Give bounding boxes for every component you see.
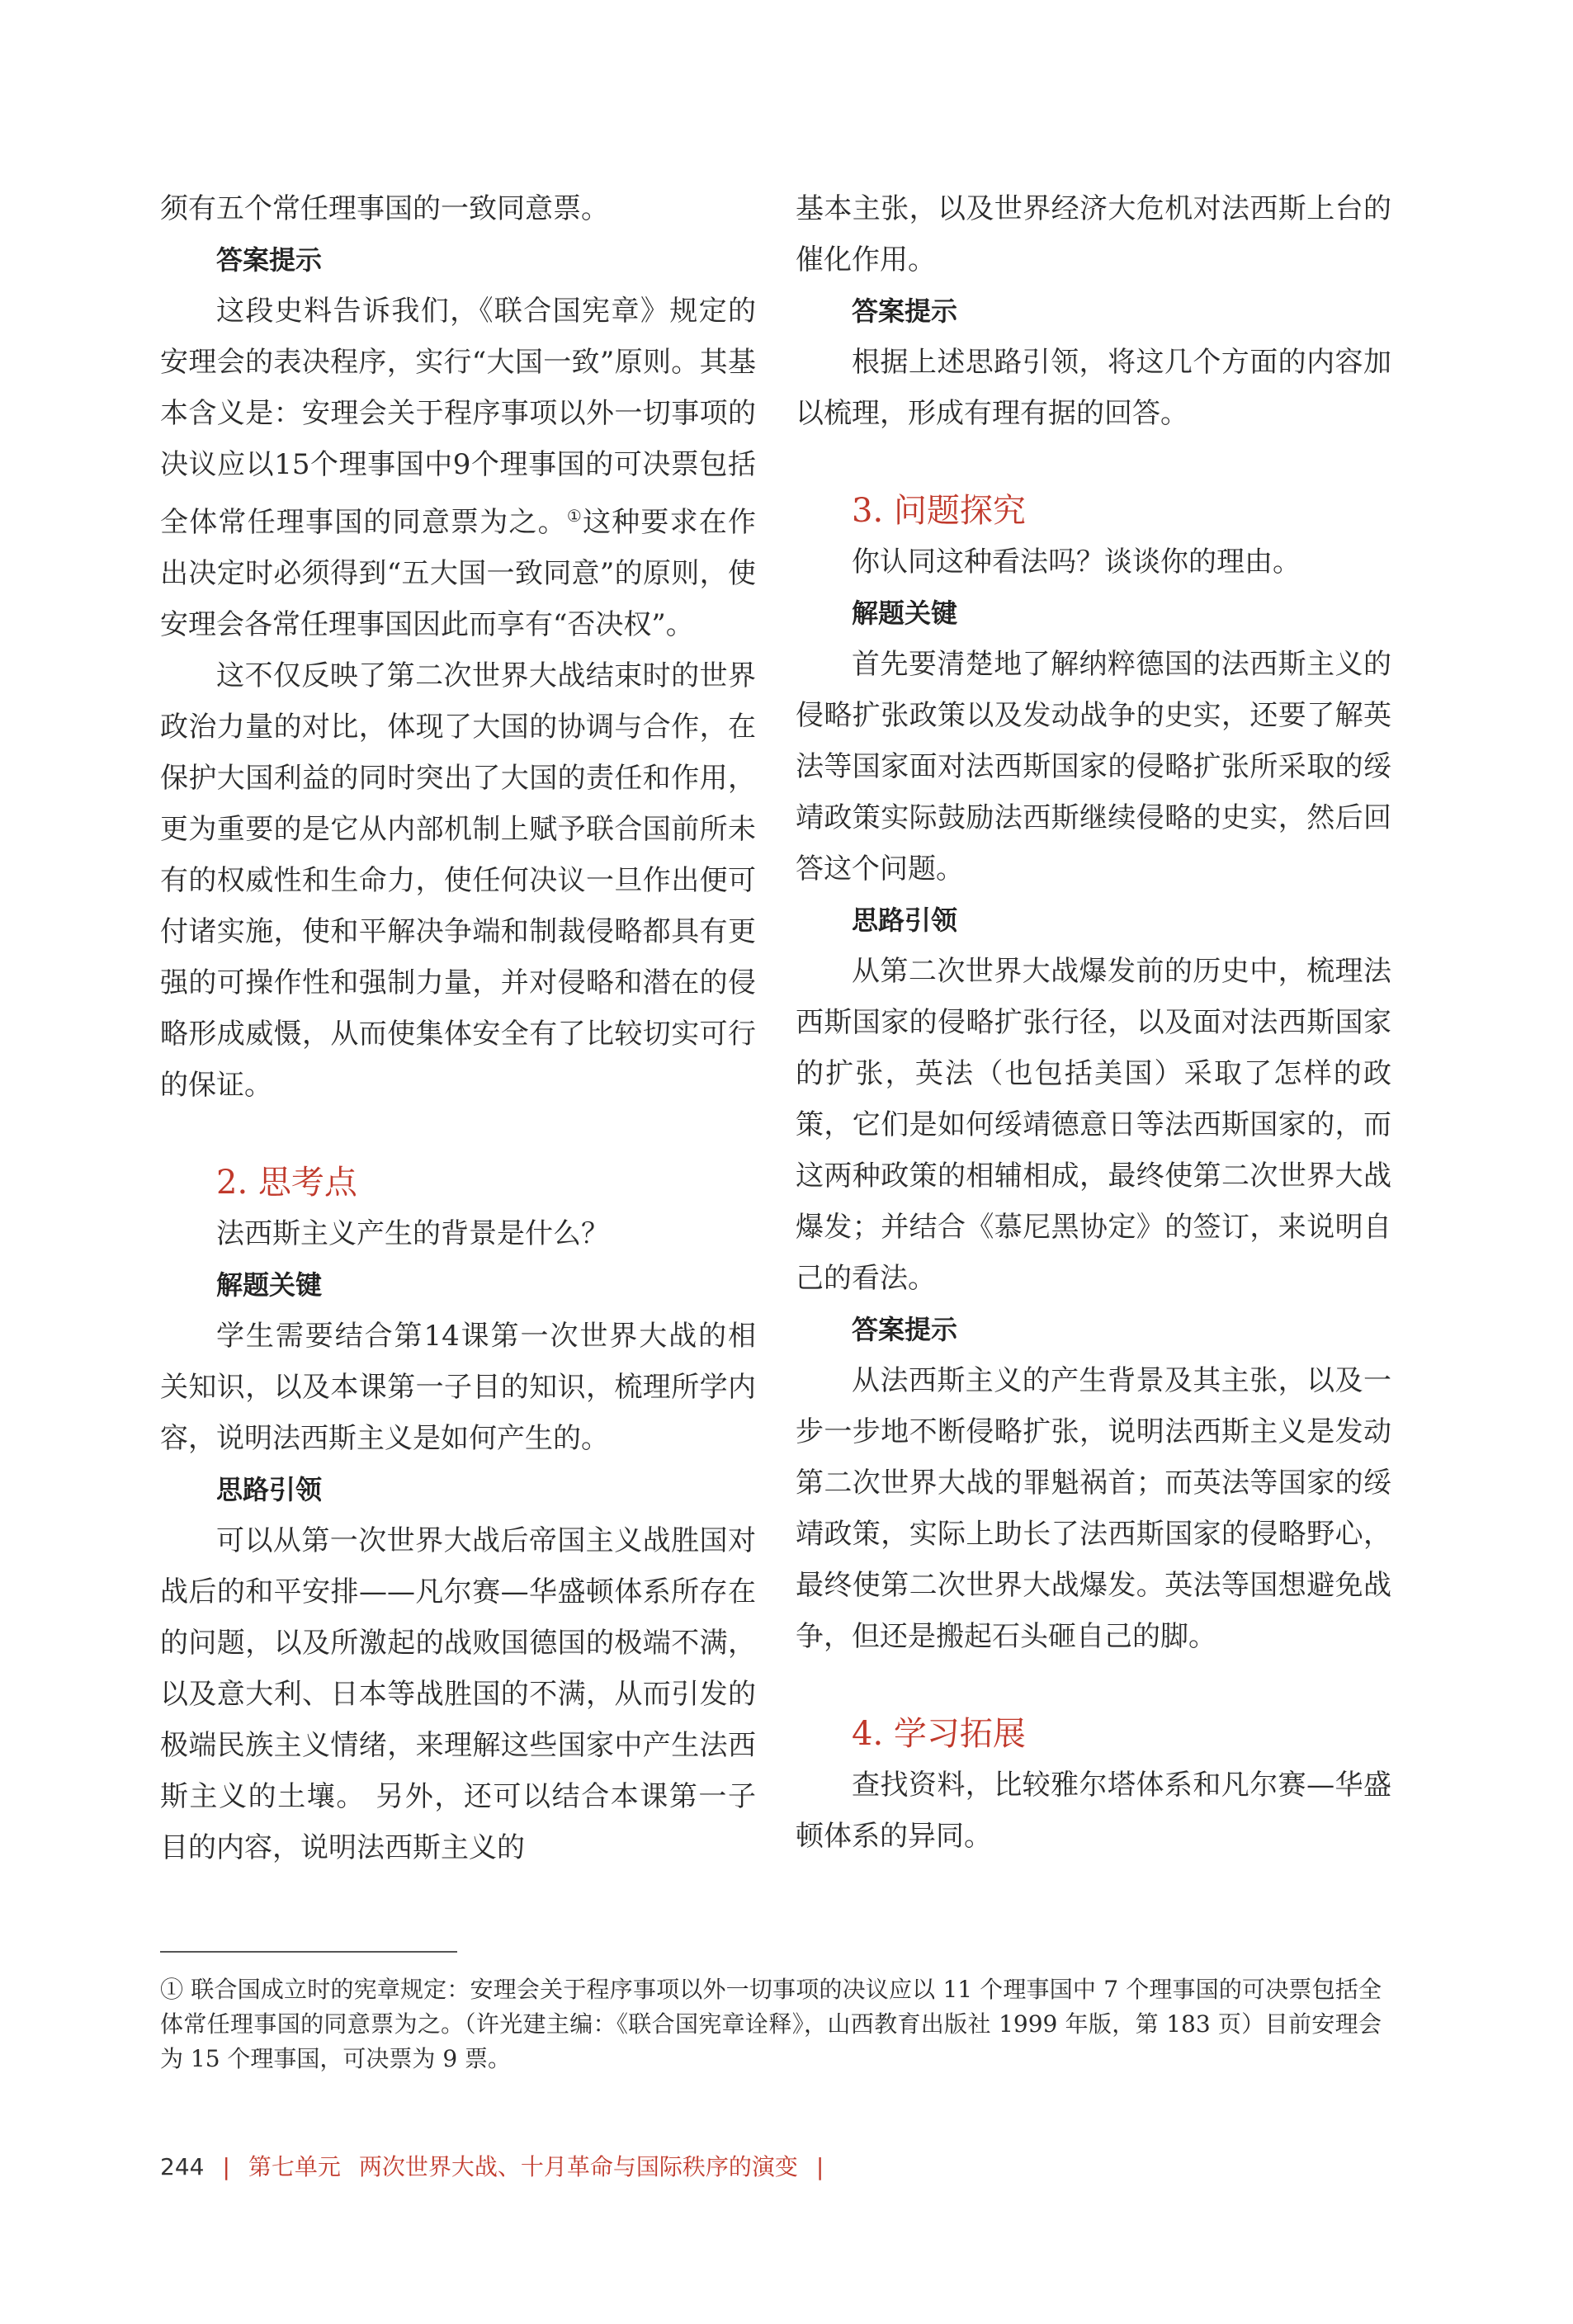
footnote-marker: ① [566,506,583,526]
unit-title: 两次世界大战、十月革命与国际秩序的演变 [358,2153,798,2180]
paragraph: 查找资料，比较雅尔塔体系和凡尔赛—华盛顿体系的异同。 [796,1769,1391,1853]
subheading-guide: 思路引领 [216,1474,323,1505]
footnote-divider [160,1951,457,1953]
subheading-answer-hint: 答案提示 [852,295,958,327]
section-heading-2: 2. 思考点 [216,1164,357,1202]
subheading-answer-hint: 答案提示 [852,1314,958,1345]
paragraph: 从法西斯主义的产生背景及其主张，以及一步一步地不断侵略扩张，说明法西斯主义是发动第二次世界大战的罪魁祸首；而英法等国家的绥靖政策，实际上助长了法西斯国家的侵略野心，最终使第二次世界大战爆发。英法等国想避免战争，但还是搬起石头砸自己的脚。 [796,1364,1391,1653]
subheading-guide: 思路引领 [852,905,958,936]
page-number: 244 [160,2153,205,2180]
subheading-key: 解题关键 [216,1269,323,1301]
paragraph: 根据上述思路引领，将这几个方面的内容加以梳理，形成有理有据的回答。 [796,346,1391,430]
unit-label: 第七单元 [248,2153,341,2180]
page-footer [160,2151,842,2184]
question: 你认同这种看法吗？谈谈你的理由。 [852,546,1301,579]
footer-divider: | [815,2153,824,2180]
paragraph: 从第二次世界大战爆发前的历史中，梳理法西斯国家的侵略扩张行径，以及面对法西斯国家的扩张，英法（也包括美国）采取了怎样的政策，它们是如何绥靖德意日等法西斯国家的，而这两种政策的相辅相成，最终使第二次世界大战爆发；并结合《慕尼黑协定》的签订，来说明自己的看法。 [796,955,1391,1295]
paragraph: 可以从第一次世界大战后帝国主义战胜国对战后的和平安排——凡尔赛—华盛顿体系所存在的问题，以及所激起的战败国德国的极端不满，以及意大利、日本等战胜国的不满，从而引发的极端民族主义情绪，来理解这些国家中产生法西斯主义的土壤。 另外，还可以结合本课第一子目的内容，说明法西斯主义的 [160,1524,756,1864]
right-column [796,183,1391,1862]
subheading-answer-hint: 答案提示 [216,244,323,276]
paragraph: 须有五个常任理事国的一致同意票。 [160,192,609,225]
question: 法西斯主义产生的背景是什么？ [216,1217,609,1250]
paragraph: 学生需要结合第14课第一次世界大战的相关知识，以及本课第一子目的知识，梳理所学内容，说明法西斯主义是如何产生的。 [160,1320,756,1455]
paragraph-text: 这种要求在作出决定时必须得到“五大国一致同意”的原则，使安理会各常任理事国因此而享有“否决权”。 [160,506,756,641]
paragraph-text: 这段史料告诉我们，《联合国宪章》规定的安理会的表决程序，实行“大国一致”原则。其基本含义是：安理会关于程序事项以外一切事项的决议应以15个理事国中9个理事国的可决票包括全体常任理事国的同意票为之。 [160,295,756,539]
section-heading-4: 4. 学习拓展 [852,1715,1026,1753]
paragraph [160,286,756,650]
subheading-key: 解题关键 [852,598,958,629]
paragraph: 这不仅反映了第二次世界大战结束时的世界政治力量的对比，体现了大国的协调与合作，在保护大国利益的同时突出了大国的责任和作用，更为重要的是它从内部机制上赋予联合国前所未有的权威性和生命力，使任何决议一旦作出便可付诸实施，使和平解决争端和制裁侵略都具有更强的可操作性和强制力量，并对侵略和潜在的侵略形成威慑，从而使集体安全有了比较切实可行的保证。 [160,659,756,1102]
footnote: ① 联合国成立时的宪章规定：安理会关于程序事项以外一切事项的决议应以 11 个理事国中 7 个理事国的可决票包括全体常任理事国的同意票为之。（许光建主编：《联合国宪章诠释》，山西教育出版社 1999 年版，第 183 页）目前安理会为 15 个理事国，可决票为 9 票。 [160,1976,1382,2072]
paragraph: 基本主张，以及世界经济大危机对法西斯上台的催化作用。 [796,192,1391,276]
paragraph: 首先要清楚地了解纳粹德国的法西斯主义的侵略扩张政策以及发动战争的史实，还要了解英法等国家面对法西斯国家的侵略扩张所采取的绥靖政策实际鼓励法西斯继续侵略的史实，然后回答这个问题。 [796,648,1391,886]
left-column [160,183,756,1873]
footer-divider: | [222,2153,230,2180]
section-heading-3: 3. 问题探究 [852,492,1026,530]
